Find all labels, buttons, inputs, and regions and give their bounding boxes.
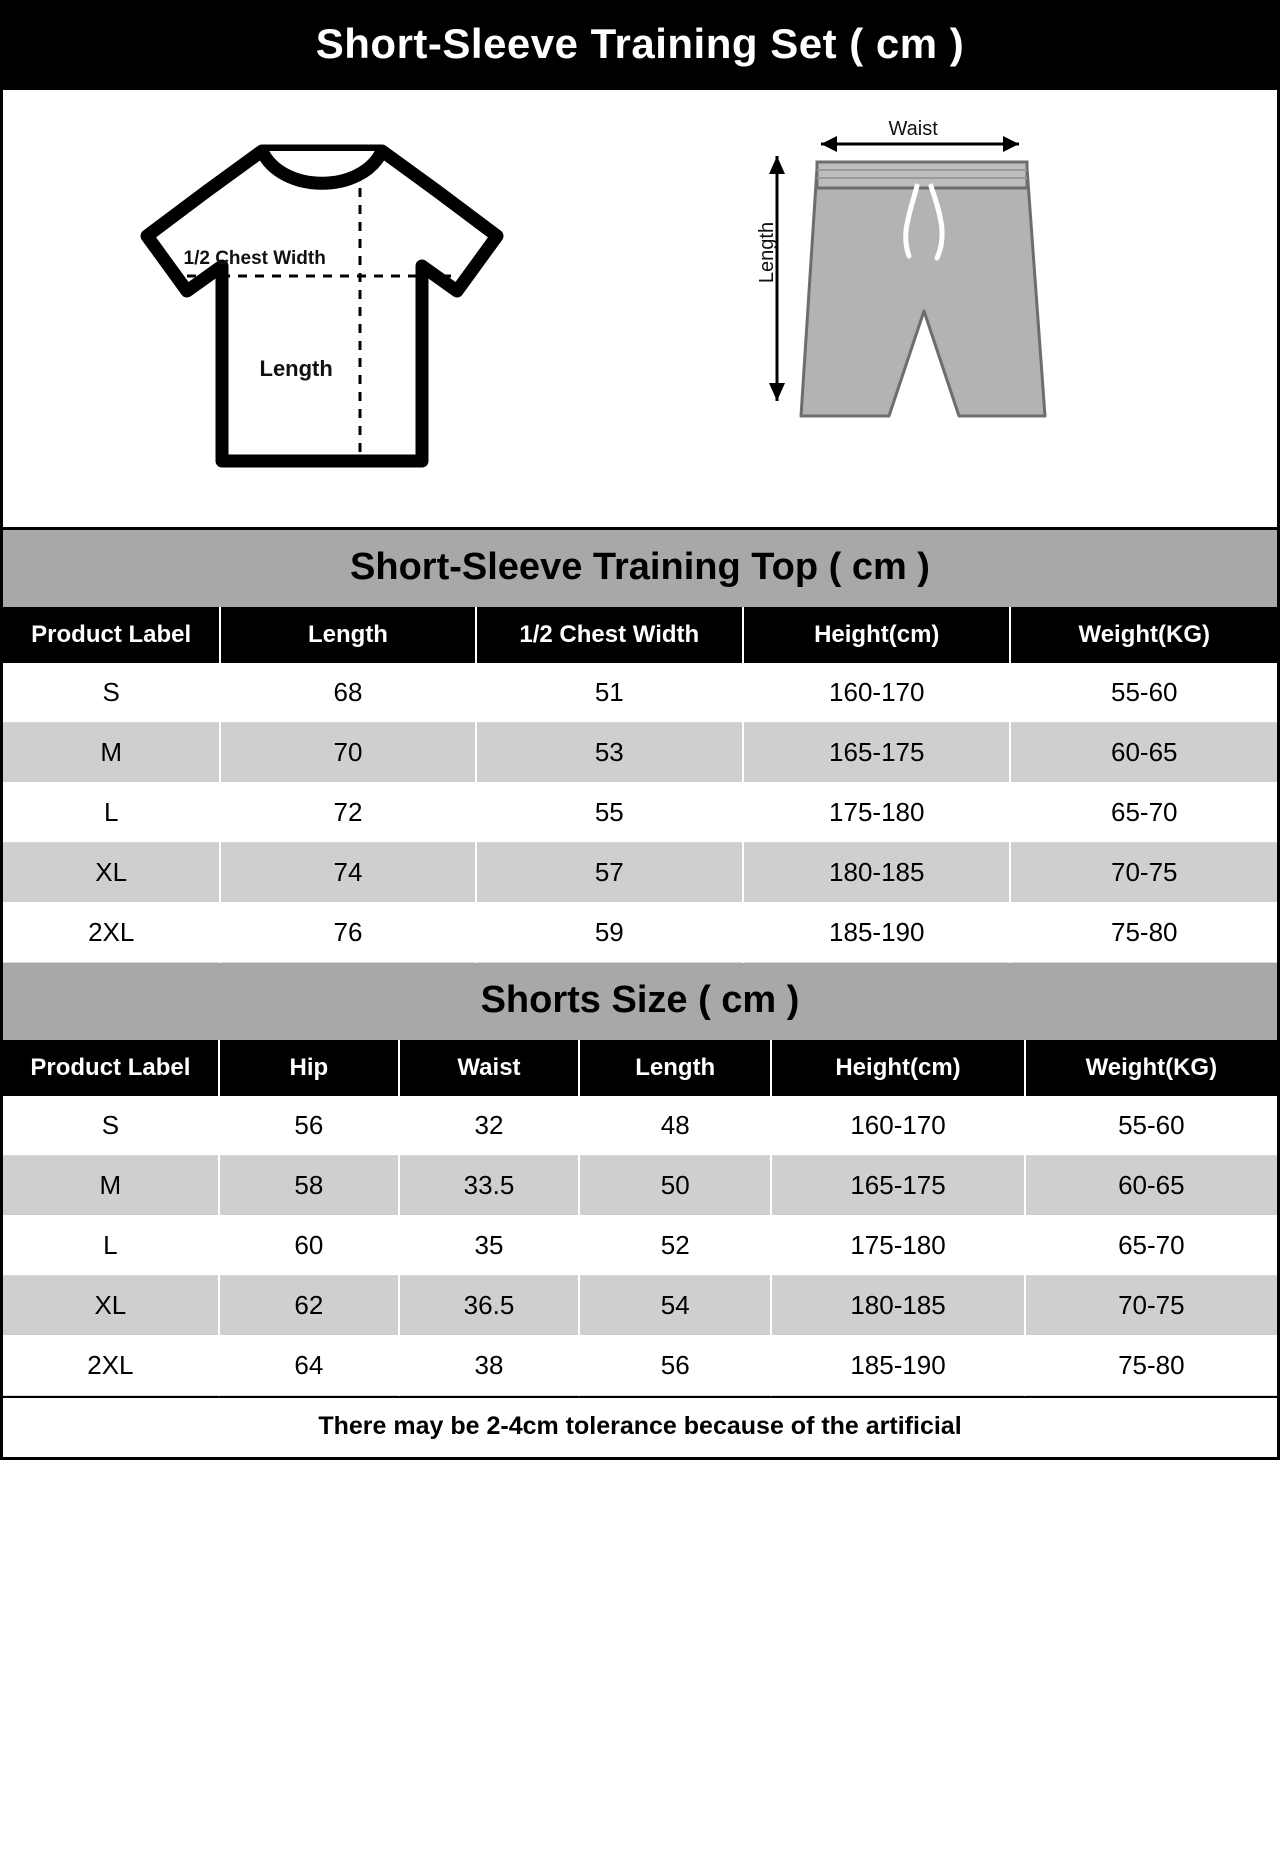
col-product-label: Product Label xyxy=(3,1040,219,1096)
col-weight: Weight(KG) xyxy=(1025,1040,1277,1096)
cell-size: 2XL xyxy=(3,903,220,963)
cell-weight: 55-60 xyxy=(1025,1096,1277,1156)
cell-height: 185-190 xyxy=(771,1336,1024,1396)
cell-waist: 33.5 xyxy=(399,1156,579,1216)
top-size-table xyxy=(3,607,1277,963)
cell-waist: 38 xyxy=(399,1336,579,1396)
section-heading-top: Short-Sleeve Training Top ( cm ) xyxy=(3,530,1277,607)
chart-body xyxy=(0,90,1280,1460)
cell-length: 48 xyxy=(579,1096,771,1156)
table-row xyxy=(3,783,1277,843)
chest-width-label: 1/2 Chest Width xyxy=(183,248,326,269)
table-row xyxy=(3,663,1277,723)
cell-height: 175-180 xyxy=(743,783,1010,843)
table-row xyxy=(3,903,1277,963)
cell-chest: 51 xyxy=(476,663,743,723)
tolerance-note: There may be 2-4cm tolerance because of the artificial xyxy=(3,1396,1277,1457)
col-length: Length xyxy=(579,1040,771,1096)
cell-hip: 64 xyxy=(219,1336,399,1396)
t-shirt-diagram xyxy=(112,116,532,501)
cell-chest: 55 xyxy=(476,783,743,843)
cell-hip: 58 xyxy=(219,1156,399,1216)
cell-height: 180-185 xyxy=(771,1276,1024,1336)
diagram-area xyxy=(3,90,1277,530)
cell-height: 165-175 xyxy=(771,1156,1024,1216)
shorts-size-table xyxy=(3,1040,1277,1396)
cell-size: S xyxy=(3,1096,219,1156)
cell-size: 2XL xyxy=(3,1336,219,1396)
table-row xyxy=(3,1336,1277,1396)
cell-weight: 75-80 xyxy=(1010,903,1277,963)
cell-size: M xyxy=(3,723,220,783)
cell-length: 70 xyxy=(220,723,475,783)
cell-hip: 56 xyxy=(219,1096,399,1156)
cell-hip: 62 xyxy=(219,1276,399,1336)
col-chest-width: 1/2 Chest Width xyxy=(476,607,743,663)
table-row xyxy=(3,1216,1277,1276)
cell-length: 56 xyxy=(579,1336,771,1396)
table-row xyxy=(3,1156,1277,1216)
shorts-length-label: Length xyxy=(755,221,778,284)
table-row xyxy=(3,843,1277,903)
section-heading-shorts: Shorts Size ( cm ) xyxy=(3,963,1277,1040)
cell-size: XL xyxy=(3,843,220,903)
col-height: Height(cm) xyxy=(771,1040,1024,1096)
cell-weight: 70-75 xyxy=(1010,843,1277,903)
cell-size: XL xyxy=(3,1276,219,1336)
cell-waist: 32 xyxy=(399,1096,579,1156)
cell-chest: 53 xyxy=(476,723,743,783)
col-waist: Waist xyxy=(399,1040,579,1096)
cell-chest: 57 xyxy=(476,843,743,903)
waist-label: Waist xyxy=(888,118,938,140)
cell-height: 160-170 xyxy=(743,663,1010,723)
col-hip: Hip xyxy=(219,1040,399,1096)
cell-length: 52 xyxy=(579,1216,771,1276)
col-weight: Weight(KG) xyxy=(1010,607,1277,663)
cell-weight: 70-75 xyxy=(1025,1276,1277,1336)
cell-length: 74 xyxy=(220,843,475,903)
table-row xyxy=(3,1276,1277,1336)
top-length-label: Length xyxy=(259,356,333,381)
cell-weight: 65-70 xyxy=(1010,783,1277,843)
col-product-label: Product Label xyxy=(3,607,220,663)
table-header-row xyxy=(3,1040,1277,1096)
cell-height: 180-185 xyxy=(743,843,1010,903)
cell-height: 160-170 xyxy=(771,1096,1024,1156)
cell-weight: 65-70 xyxy=(1025,1216,1277,1276)
cell-length: 54 xyxy=(579,1276,771,1336)
cell-weight: 55-60 xyxy=(1010,663,1277,723)
table-row xyxy=(3,723,1277,783)
cell-hip: 60 xyxy=(219,1216,399,1276)
cell-weight: 75-80 xyxy=(1025,1336,1277,1396)
cell-height: 175-180 xyxy=(771,1216,1024,1276)
cell-size: L xyxy=(3,1216,219,1276)
cell-height: 165-175 xyxy=(743,723,1010,783)
cell-height: 185-190 xyxy=(743,903,1010,963)
shorts-diagram xyxy=(749,116,1169,501)
col-height: Height(cm) xyxy=(743,607,1010,663)
cell-weight: 60-65 xyxy=(1010,723,1277,783)
cell-waist: 36.5 xyxy=(399,1276,579,1336)
cell-length: 68 xyxy=(220,663,475,723)
table-header-row xyxy=(3,607,1277,663)
cell-length: 76 xyxy=(220,903,475,963)
cell-length: 50 xyxy=(579,1156,771,1216)
cell-size: S xyxy=(3,663,220,723)
cell-length: 72 xyxy=(220,783,475,843)
cell-waist: 35 xyxy=(399,1216,579,1276)
cell-size: M xyxy=(3,1156,219,1216)
cell-chest: 59 xyxy=(476,903,743,963)
col-length: Length xyxy=(220,607,475,663)
table-row xyxy=(3,1096,1277,1156)
cell-weight: 60-65 xyxy=(1025,1156,1277,1216)
cell-size: L xyxy=(3,783,220,843)
page-title: Short-Sleeve Training Set ( cm ) xyxy=(0,0,1280,90)
